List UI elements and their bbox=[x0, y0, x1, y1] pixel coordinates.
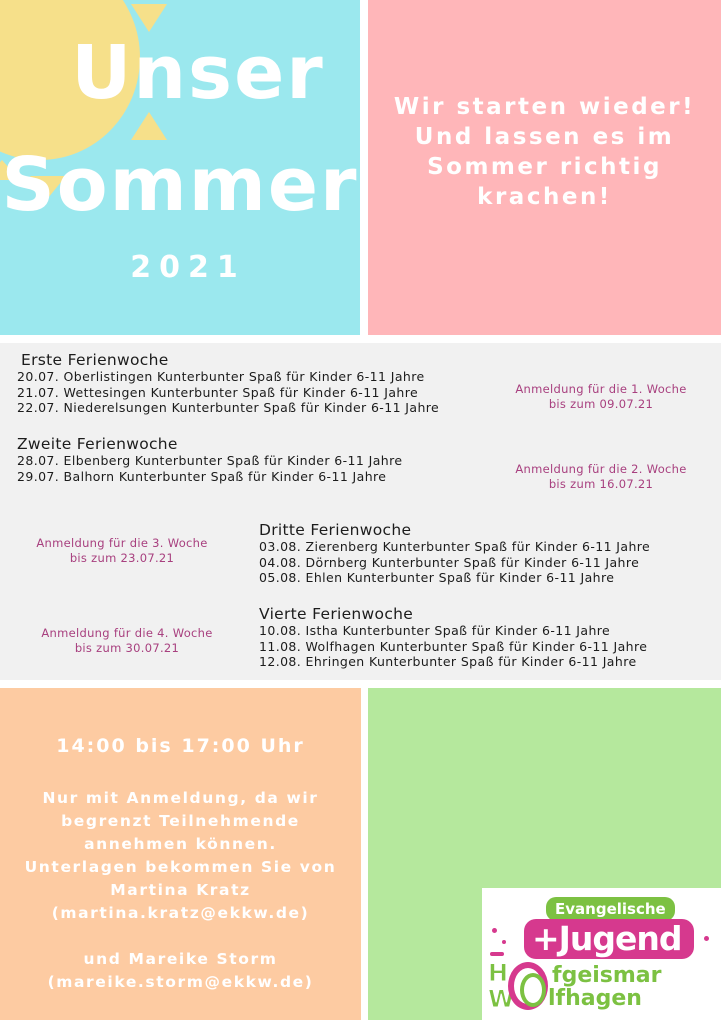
registration-line: Anmeldung für die 1. Woche bbox=[515, 382, 687, 396]
schedule-entry: 05.08. Ehlen Kunterbunter Spaß für Kinder 6-11 Jahre bbox=[259, 570, 615, 586]
week-3-section bbox=[259, 521, 650, 586]
registration-deadline: bis zum 09.07.21 bbox=[548, 397, 654, 411]
registration-note-week-2 bbox=[496, 462, 706, 492]
logo-ring-inner bbox=[520, 973, 546, 1007]
schedule-entry: 03.08. Zierenberg Kunterbunter Spaß für Kinder 6-11 Jahre bbox=[259, 539, 651, 554]
schedule-entry: 28.07. Elbenberg Kunterbunter Spaß für Kinder 6-11 Jahre bbox=[17, 453, 403, 468]
splash-dot bbox=[502, 940, 506, 944]
registration-deadline: bis zum 16.07.21 bbox=[548, 477, 654, 491]
slogan bbox=[368, 92, 721, 212]
week-title: Zweite Ferienwoche bbox=[17, 435, 178, 453]
contact-name: und Mareike Storm bbox=[83, 950, 278, 968]
schedule-entry: 11.08. Wolfhagen Kunterbunter Spaß für Kinder 6-11 Jahre bbox=[259, 638, 648, 654]
title-line-2: Sommer bbox=[1, 142, 359, 228]
contact-email: (martina.kratz@ekkw.de) bbox=[51, 904, 310, 922]
schedule-entry: 21.07. Wettesingen Kunterbunter Spaß für Kinder 6-11 Jahre bbox=[17, 384, 419, 400]
info-text bbox=[0, 787, 361, 994]
week-1-section bbox=[17, 351, 439, 416]
title-panel bbox=[0, 0, 360, 335]
registration-line: Anmeldung für die 3. Woche bbox=[36, 536, 208, 550]
logo-ring-icon bbox=[508, 962, 548, 1010]
cross-icon: + bbox=[532, 919, 559, 958]
schedule-entry: 12.08. Ehringen Kunterbunter Spaß für Kinder 6-11 Jahre bbox=[259, 654, 637, 670]
logo-jugend-text: Jugend bbox=[558, 919, 682, 958]
logo-wolfhagen: lfhagen bbox=[548, 986, 642, 1011]
info-line: Nur mit Anmeldung, da wir bbox=[42, 789, 319, 807]
info-line: Unterlagen bekommen Sie von bbox=[24, 858, 337, 876]
week-title: Vierte Ferienwoche bbox=[259, 605, 414, 623]
registration-deadline: bis zum 23.07.21 bbox=[69, 551, 175, 565]
week-title: Dritte Ferienwoche bbox=[259, 521, 412, 539]
spacer bbox=[0, 925, 361, 948]
logo-evangelische: Evangelische bbox=[546, 897, 675, 921]
info-panel bbox=[0, 688, 361, 1020]
slogan-line: Wir starten wieder! bbox=[393, 94, 696, 120]
info-line: begrenzt Teilnehmende bbox=[61, 812, 300, 830]
title-year: 2021 bbox=[130, 250, 246, 285]
slogan-line: Sommer richtig bbox=[427, 154, 662, 180]
slogan-line: krachen! bbox=[477, 184, 612, 210]
slogan-panel bbox=[368, 0, 721, 335]
registration-deadline: bis zum 30.07.21 bbox=[74, 641, 180, 655]
registration-note-week-3 bbox=[17, 536, 227, 566]
schedule-panel bbox=[0, 343, 721, 680]
week-2-section bbox=[17, 435, 402, 484]
schedule-entry: 29.07. Balhorn Kunterbunter Spaß für Kinder 6-11 Jahre bbox=[17, 468, 387, 484]
logo bbox=[482, 888, 721, 1020]
logo-letter-w: W bbox=[488, 985, 515, 1013]
splash-dot bbox=[704, 936, 709, 941]
schedule-entry: 22.07. Niederelsungen Kunterbunter Spaß für Kinder 6-11 Jahre bbox=[17, 400, 440, 416]
schedule-entry: 10.08. Istha Kunterbunter Spaß für Kinder 6-11 Jahre bbox=[259, 623, 611, 638]
splash-dot bbox=[492, 928, 497, 933]
schedule-entry: 04.08. Dörnberg Kunterbunter Spaß für Kinder 6-11 Jahre bbox=[259, 554, 640, 570]
logo-panel bbox=[368, 688, 721, 1020]
slogan-line: Und lassen es im bbox=[414, 124, 675, 150]
week-title: Erste Ferienwoche bbox=[21, 351, 169, 369]
week-4-section bbox=[259, 605, 647, 670]
logo-letter-h: H bbox=[488, 959, 509, 987]
registration-note-week-1 bbox=[496, 382, 706, 412]
registration-note-week-4 bbox=[22, 626, 232, 656]
contact-email: (mareike.storm@ekkw.de) bbox=[47, 973, 314, 991]
contact-name: Martina Kratz bbox=[110, 881, 251, 899]
info-line: annehmen können. bbox=[84, 835, 277, 853]
time-range: 14:00 bis 17:00 Uhr bbox=[56, 735, 305, 757]
registration-line: Anmeldung für die 2. Woche bbox=[515, 462, 687, 476]
splash-dot bbox=[490, 952, 504, 956]
registration-line: Anmeldung für die 4. Woche bbox=[41, 626, 213, 640]
schedule-entry: 20.07. Oberlistingen Kunterbunter Spaß für Kinder 6-11 Jahre bbox=[17, 369, 425, 384]
logo-hofgeismar: fgeismar bbox=[552, 963, 662, 988]
logo-jugend bbox=[524, 919, 694, 959]
title-line-1: Unser bbox=[71, 30, 325, 116]
